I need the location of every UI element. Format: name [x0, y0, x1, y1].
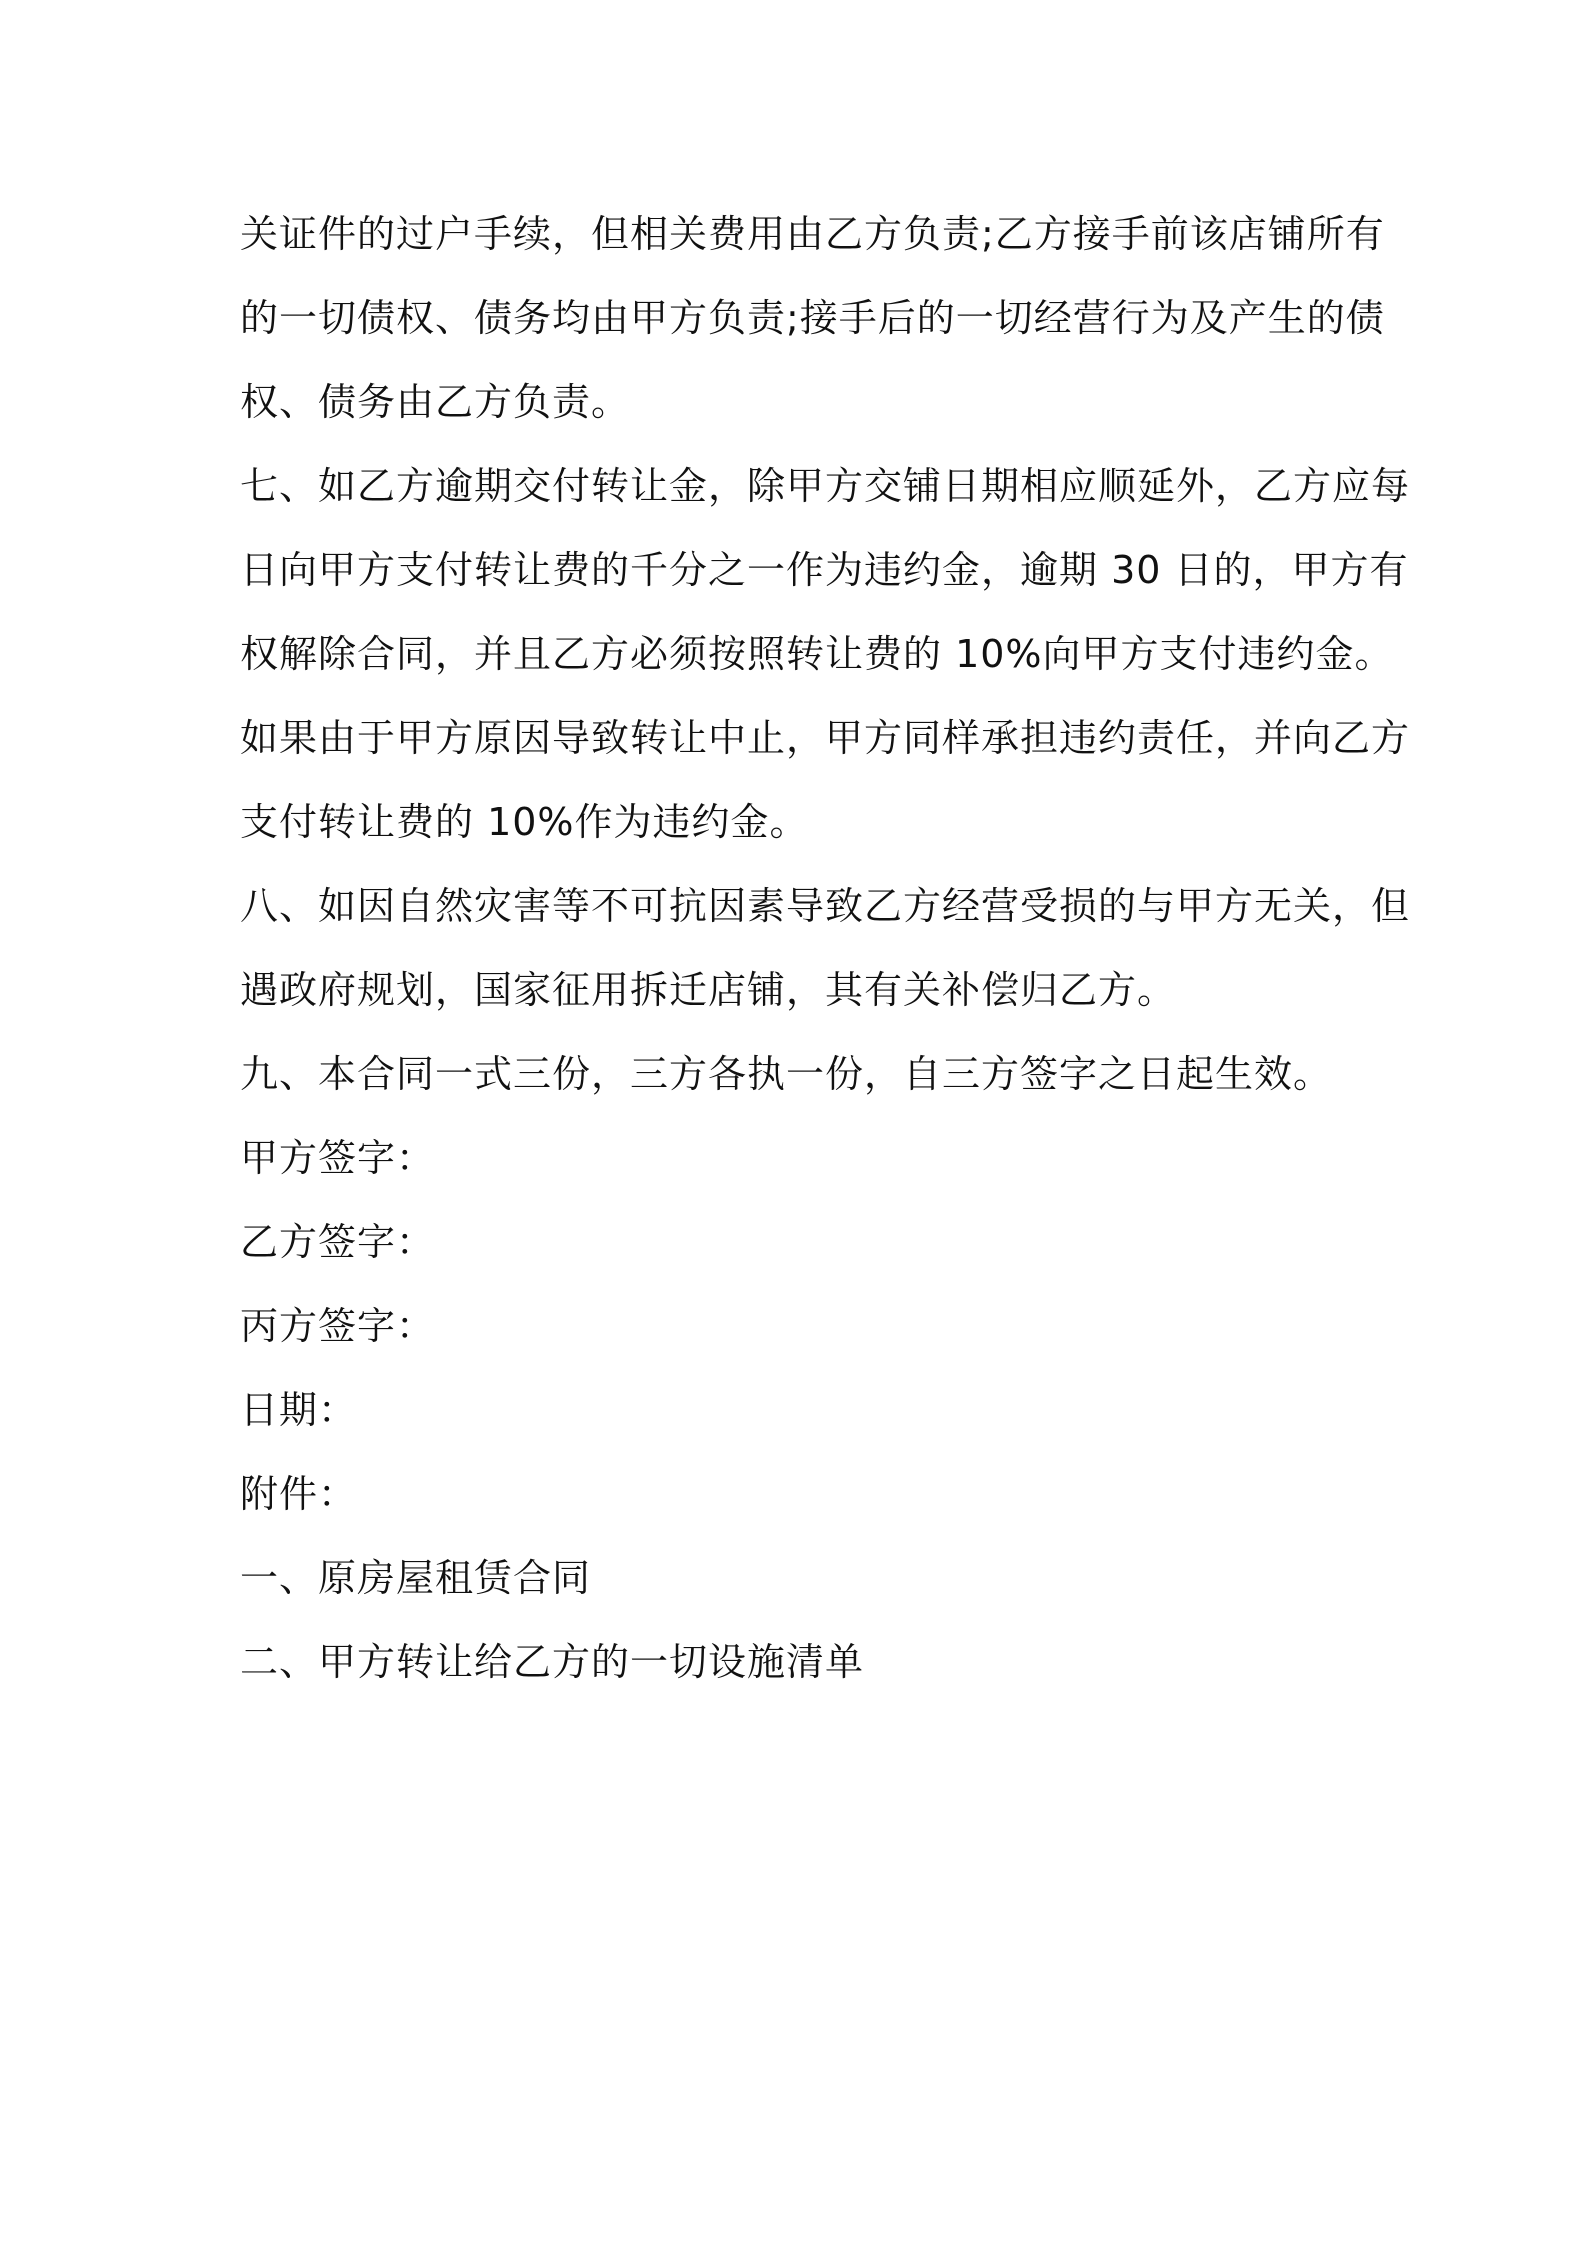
signature-label: 乙方签字： [240, 1220, 436, 1264]
signature-party-c [240, 1284, 1360, 1368]
document-body [240, 192, 1411, 1704]
text-line: 的一切债权、债务均由甲方负责;接手后的一切经营行为及产生的债 [240, 296, 1385, 340]
text-line: 九、本合同一式三份，三方各执一份，自三方签字之日起生效。 [240, 1052, 1333, 1096]
text-line: 权解除合同，并且乙方必须按照转让费的 10%向甲方支付违约金。 [240, 632, 1394, 676]
text-line: 日向甲方支付转让费的千分之一作为违约金，逾期 30 日的，甲方有 [240, 548, 1409, 592]
signature-party-b [240, 1200, 1360, 1284]
text-line: 支付转让费的 10%作为违约金。 [240, 800, 809, 844]
text-line: 权、债务由乙方负责。 [240, 380, 631, 424]
text-line: 七、如乙方逾期交付转让金，除甲方交铺日期相应顺延外，乙方应每 [240, 464, 1411, 508]
paragraph-continuation [240, 192, 1385, 444]
attachments-heading [240, 1452, 1360, 1536]
attachment-item-1 [240, 1536, 1360, 1620]
attachment-label: 一、原房屋租赁合同 [240, 1556, 592, 1600]
text-line: 八、如因自然灾害等不可抗因素导致乙方经营受损的与甲方无关，但 [240, 884, 1411, 928]
attachment-item-2 [240, 1620, 1360, 1704]
signature-label: 甲方签字： [240, 1136, 436, 1180]
paragraph-clause-8 [240, 864, 1411, 1032]
date-field [240, 1368, 1360, 1452]
text-line: 如果由于甲方原因导致转让中止，甲方同样承担违约责任，并向乙方 [240, 716, 1411, 760]
signature-party-a [240, 1116, 1360, 1200]
text-line: 关证件的过户手续，但相关费用由乙方负责;乙方接手前该店铺所有 [240, 212, 1385, 256]
attachment-label: 二、甲方转让给乙方的一切设施清单 [240, 1640, 865, 1684]
signature-label: 丙方签字： [240, 1304, 436, 1348]
attachments-label: 附件： [240, 1472, 358, 1516]
paragraph-clause-7 [240, 444, 1411, 696]
text-line: 遇政府规划，国家征用拆迁店铺，其有关补偿归乙方。 [240, 968, 1177, 1012]
date-label: 日期： [240, 1388, 358, 1432]
paragraph-clause-9 [240, 1032, 1360, 1116]
paragraph-clause-7b [240, 696, 1411, 864]
